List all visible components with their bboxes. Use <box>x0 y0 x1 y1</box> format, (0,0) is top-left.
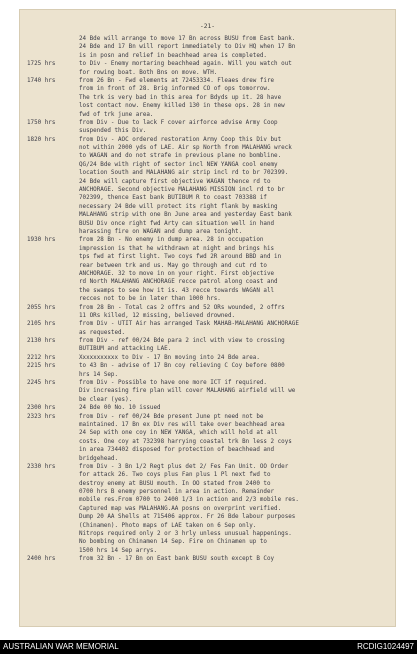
diary-time: 1725 hrs <box>27 61 56 68</box>
diary-entry-text: 24 Bde and 17 Bn will report immediately to Div HQ when 17 Bn <box>79 44 296 51</box>
diary-line <box>27 337 389 345</box>
diary-entry-text: BUTIBUM and attacking LAE. <box>79 346 172 353</box>
diary-entry-text: be clear (yes). <box>79 396 133 403</box>
diary-entry-text: necessary 24 Bde will protect its right flank by masking <box>79 203 278 210</box>
diary-entry-text: Dump 20 AA Shells at 715406 approx. Fr 26 Bde labour purposes <box>79 514 296 521</box>
diary-entry-text: from Div - UTIT Air has arranged Task MAHAB-MALAHANG ANCHORAGE <box>79 321 299 328</box>
diary-entry-text: from 32 Bn - 17 Bn on East bank BUSU south except B Coy <box>79 556 275 563</box>
diary-entry-text: (Chinamen). Photo maps of LAE taken on 6 Sep only. <box>79 522 257 529</box>
diary-line <box>27 513 389 521</box>
diary-entry-text: in area 734402 disposed for protection of beachhead and <box>79 447 275 454</box>
diary-entry-text: QG/24 Bde with right of sector incl NEW YANGA cool enemy <box>79 161 278 168</box>
footer-institution: AUSTRALIAN WAR MEMORIAL <box>3 642 119 651</box>
diary-line <box>27 194 389 202</box>
diary-time: 2055 hrs <box>27 304 56 311</box>
diary-entry-text: Captured map was MALAHANG.AA posns on overprint verified. <box>79 505 282 512</box>
diary-time: 2212 hrs <box>27 354 56 361</box>
footer-record-id: RCDIG1024497 <box>357 642 414 651</box>
diary-entry-text: bridgehead. <box>79 455 119 462</box>
diary-line <box>27 228 389 236</box>
diary-line <box>27 555 389 563</box>
diary-line <box>27 496 389 504</box>
diary-line <box>27 463 389 471</box>
diary-entry-text: 24 Bde will capture first objective WAGAN thence rd to <box>79 178 271 185</box>
diary-entry-text: 24 Bde will arrange to move 17 Bn across BUSU from East bank. <box>79 36 296 42</box>
diary-line <box>27 345 389 353</box>
diary-entry-text: ANCHORAGE. 32 to move in on your right. First objective <box>79 270 275 277</box>
document-page <box>19 9 396 627</box>
diary-line <box>27 52 389 60</box>
diary-line <box>27 77 389 85</box>
diary-line <box>27 413 389 421</box>
diary-line <box>27 169 389 177</box>
diary-line <box>27 236 389 244</box>
diary-line <box>27 186 389 194</box>
diary-line <box>27 60 389 68</box>
diary-entry-text: 24 Sep with one coy in NEW YANGA, which will hold at all <box>79 430 278 437</box>
diary-line <box>27 320 389 328</box>
archive-footer <box>0 640 417 654</box>
diary-entry-text: from 28 Bn - Total cas 2 offrs and 52 ORs wounded, 2 offrs <box>79 304 285 311</box>
diary-line <box>27 35 389 43</box>
diary-line <box>27 295 389 303</box>
diary-line <box>27 278 389 286</box>
diary-line <box>27 488 389 496</box>
diary-entry-text: 11 ORs killed, 12 missing, believed drowned. <box>79 312 236 319</box>
diary-line <box>27 505 389 513</box>
diary-entry-text: from Div - ref 00/24 Bde present June pt need not be <box>79 413 264 420</box>
diary-line <box>27 379 389 387</box>
diary-time: 2245 hrs <box>27 380 56 387</box>
diary-line <box>27 119 389 127</box>
diary-line <box>27 245 389 253</box>
diary-line <box>27 404 389 412</box>
diary-entry-text: fwd of trk june area. <box>79 111 154 118</box>
diary-time: 1750 hrs <box>27 119 56 126</box>
diary-line <box>27 262 389 270</box>
diary-line <box>27 144 389 152</box>
diary-entry-text: from Div - Possible to have one more ICT if required. <box>79 380 267 387</box>
diary-entry-text: as requested. <box>79 329 126 336</box>
diary-line <box>27 211 389 219</box>
diary-entry-text: MALAHANG strip with one Bn June area and yesterday East bank <box>79 212 292 219</box>
diary-line <box>27 94 389 102</box>
diary-line <box>27 152 389 160</box>
diary-entry-text: destroy enemy at BUSU mouth. In OO stated from 2400 to <box>79 480 271 487</box>
diary-line <box>27 538 389 546</box>
diary-line <box>27 220 389 228</box>
diary-entry-text: lost contact now. Enemy killed 130 in these ops. 28 in new <box>79 103 285 110</box>
diary-line <box>27 312 389 320</box>
diary-entry-text: Xxxxxxxxxxx to Div - 17 Bn moving into 24 Bde area. <box>79 354 260 361</box>
diary-line <box>27 354 389 362</box>
diary-time: 1930 hrs <box>27 237 56 244</box>
diary-line <box>27 178 389 186</box>
diary-line <box>27 69 389 77</box>
diary-entry-text: recces not to be in later than 1000 hrs. <box>79 296 221 303</box>
diary-entry-text: rd North MALAHANG ANCHORAGE recce patrol along coast and <box>79 279 278 286</box>
diary-time: 2215 hrs <box>27 363 56 370</box>
diary-time: 2300 hrs <box>27 405 56 412</box>
diary-entry-text: location South and MALAHANG air strip incl rd to br 702399. <box>79 170 289 177</box>
diary-entry-text: for rowing boat. Both Bns on move. WTH. <box>79 69 218 76</box>
diary-time: 2130 hrs <box>27 338 56 345</box>
diary-line <box>27 455 389 463</box>
diary-entry-text: from in front of 28. Brig informed CO of ops tomorrow. <box>79 86 271 93</box>
diary-line <box>27 127 389 135</box>
diary-entry-text: tps fwd at first light. Two coys fwd 2R around BBD and in <box>79 254 282 261</box>
diary-line <box>27 387 389 395</box>
diary-entry-text: suspended this Div. <box>79 128 147 135</box>
diary-line <box>27 111 389 119</box>
diary-time: 1820 hrs <box>27 136 56 143</box>
diary-entry-text: Nitrops required only 2 or 3 hrly unless unusual happenings. <box>79 531 292 538</box>
diary-line <box>27 102 389 110</box>
diary-entry-text: to WAGAN and do not strafe in previous plane no bombline. <box>79 153 282 160</box>
diary-line <box>27 362 389 370</box>
diary-entry-text: not within 2000 yds of LAE. Air sp North from MALAHANG wreck <box>79 145 292 152</box>
diary-line <box>27 253 389 261</box>
diary-line <box>27 530 389 538</box>
diary-entry-text: from 26 Bn - Fwd elements at 72453334. Fleaes drew fire <box>79 77 275 84</box>
diary-entry-text: impression is that he withdrawn at night and brings his <box>79 245 275 252</box>
diary-line <box>27 329 389 337</box>
diary-time: 2323 hrs <box>27 413 56 420</box>
diary-line <box>27 203 389 211</box>
diary-line <box>27 547 389 555</box>
diary-line <box>27 371 389 379</box>
diary-line <box>27 480 389 488</box>
diary-entry-text: 1500 hrs 14 Sep arrys. <box>79 547 158 554</box>
diary-line <box>27 471 389 479</box>
diary-entry-text: rear between trk and us. May go through and cut rd to <box>79 262 267 269</box>
diary-line <box>27 43 389 51</box>
diary-line <box>27 438 389 446</box>
diary-entry-text: 702399, thence East bank BUTIBUM R to coast 703388 if <box>79 195 267 202</box>
diary-entry-text: from Div - ref 00/24 Bde para 2 incl with view to crossing <box>79 338 285 345</box>
diary-line <box>27 429 389 437</box>
diary-entry-text: from Div - 3 Bn 1/2 Regt plus det 2/ Fes Fan Unit. OO Order <box>79 463 289 470</box>
diary-time: 2400 hrs <box>27 556 56 563</box>
diary-entry-text: BUSU Div once right fwd Arty can situation well in hand <box>79 220 275 227</box>
diary-time: 1740 hrs <box>27 77 56 84</box>
diary-entry-text: 24 Bde 00 No. 10 issued <box>79 405 161 412</box>
diary-entry-text: 0700 hrs B enemy personnel in area in action. Remainder <box>79 489 275 496</box>
diary-entry-text: Div increasing fire plan will cover MALAHANG airfield will we <box>79 388 296 395</box>
diary-entry-text: is in posn and relief in beachhead area is completed. <box>79 52 267 59</box>
diary-line <box>27 396 389 404</box>
diary-entry-text: the swamps to see how it is. 43 recce towards WAGAN all <box>79 287 275 294</box>
diary-entry-text: from 28 Bn - No enemy in dump area. 28 in occupation <box>79 237 264 244</box>
war-diary-text <box>27 35 389 564</box>
diary-entry-text: maintained. 17 Bn ex Div res will take over beachhead area <box>79 421 285 428</box>
diary-entry-text: No bombing on Chinamen 14 Sep. Fire on Chinamen up to <box>79 539 267 546</box>
diary-line <box>27 446 389 454</box>
diary-entry-text: harassing fire on WAGAN and dump area tonight. <box>79 228 243 235</box>
diary-line <box>27 85 389 93</box>
diary-entry-text: ANCHORAGE. Second objective MALAHANG MISSION incl rd to br <box>79 187 285 194</box>
page-number: -21- <box>200 23 215 30</box>
diary-entry-text: from Div - Due to lack F cover airforce advise Army Coop <box>79 119 278 126</box>
diary-entry-text: costs. One coy at 732398 harrying coastal trk Bn less 2 coys <box>79 438 292 445</box>
diary-entry-text: to 43 Bn - advise of 17 Bn coy relieving C Coy before 0800 <box>79 363 285 370</box>
diary-entry-text: to Div - Enemy mortaring beachhead again. Will you watch out <box>79 61 292 68</box>
diary-entry-text: The trk is very bad in this area for Bdyds up it. 28 have <box>79 94 282 101</box>
diary-entry-text: mobile res.From 0700 to 2400 1/3 in action and 2/3 mobile res. <box>79 497 299 504</box>
diary-line <box>27 270 389 278</box>
diary-line <box>27 421 389 429</box>
diary-entry-text: for attack 26. Two coys plus Fan plus 1 Pl next fwd to <box>79 472 271 479</box>
diary-time: 2105 hrs <box>27 321 56 328</box>
diary-entry-text: from Div - AOC ordered restoration Army Coop this Div but <box>79 136 282 143</box>
diary-line <box>27 287 389 295</box>
diary-line <box>27 136 389 144</box>
diary-line <box>27 161 389 169</box>
diary-line <box>27 522 389 530</box>
diary-entry-text: hrs 14 Sep. <box>79 371 119 378</box>
diary-time: 2330 hrs <box>27 463 56 470</box>
diary-line <box>27 304 389 312</box>
